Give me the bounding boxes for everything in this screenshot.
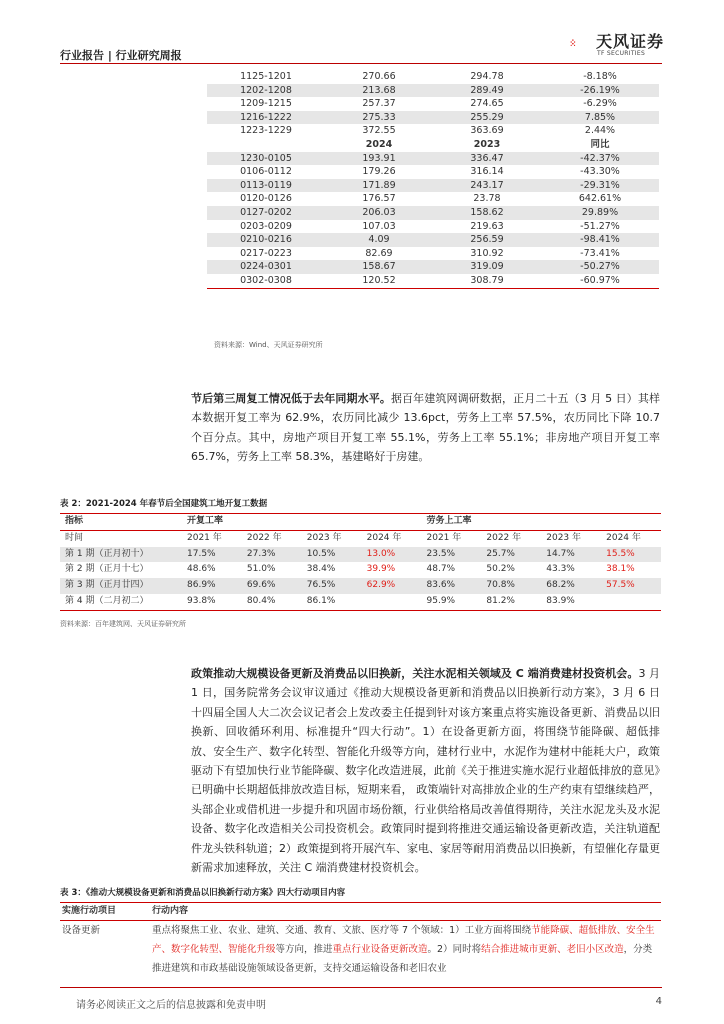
table-cell: 13.0% — [362, 547, 422, 563]
table-row — [207, 274, 659, 288]
table-cell: 23.78 — [473, 193, 501, 205]
table-cell: -60.97% — [541, 274, 659, 288]
body-text: 。2）同时将 — [427, 944, 482, 955]
table-cell: 0106-0112 — [240, 166, 292, 178]
table-cell: 68.2% — [541, 578, 601, 594]
table-cell: 255.29 — [433, 111, 541, 125]
table-cell: 363.69 — [470, 125, 504, 137]
table-cell: 48.7% — [426, 564, 456, 575]
table-cell: 336.47 — [433, 152, 541, 166]
table-cell: 10.5% — [302, 547, 362, 563]
table-cell: 294.78 — [470, 71, 504, 82]
table-cell: 76.5% — [302, 578, 362, 594]
table-cell: -6.29% — [583, 98, 617, 110]
table-cell: 7.85% — [541, 111, 659, 125]
table2-source: 资料来源：百年建筑网、天风证券研究所 — [60, 620, 186, 628]
table-header-cell: 2023 年 — [546, 532, 582, 543]
table-cell: 274.65 — [470, 98, 504, 110]
table-cell: 第 4 期（二月初二） — [60, 594, 182, 610]
table-cell: 0217-0223 — [240, 247, 292, 259]
header-rule — [60, 63, 662, 64]
table-cell: 0302-0308 — [207, 274, 325, 288]
table-cell: 43.3% — [546, 564, 575, 575]
table-row — [207, 70, 659, 84]
table-cell: 213.68 — [325, 84, 433, 98]
table-cell: 0210-0216 — [207, 233, 325, 247]
table-cell: -98.41% — [541, 233, 659, 247]
table-cell: 257.37 — [362, 98, 396, 110]
table-cell: -42.37% — [541, 152, 659, 166]
table-cell: 0203-0209 — [240, 220, 292, 232]
construction-resumption-table — [60, 513, 661, 611]
table-row — [207, 192, 659, 206]
table-cell: 86.9% — [182, 578, 242, 594]
table-cell: 15.5% — [601, 547, 661, 563]
table-cell: 62.9% — [362, 578, 422, 594]
table-header-row: 实施行动项目 行动内容 — [60, 903, 661, 921]
table3-caption: 表 3：《推动大规模设备更新和消费品以旧换新行动方案》四大行动项目内容 — [60, 888, 346, 898]
table-cell: 206.03 — [325, 206, 433, 220]
table-cell: 50.2% — [486, 564, 515, 575]
table-cell: 第 1 期（正月初十） — [60, 547, 182, 563]
table-cell: 158.62 — [433, 206, 541, 220]
table-cell: 48.6% — [187, 564, 216, 575]
table-row — [207, 179, 659, 193]
table-cell: -51.27% — [580, 220, 620, 232]
table-cell: 642.61% — [578, 193, 622, 205]
table-cell: 69.6% — [242, 578, 302, 594]
table-cell: 95.9% — [422, 594, 482, 610]
row-label: 设备更新 — [62, 925, 101, 936]
table-cell: 第 3 期（正月廿四） — [60, 578, 182, 594]
table-subheader-row — [60, 530, 661, 546]
table-cell: 270.66 — [362, 71, 396, 82]
table-cell: 17.5% — [182, 547, 242, 563]
table-cell: -50.27% — [541, 260, 659, 274]
table-cell: 1223-1229 — [240, 125, 292, 137]
table-row — [207, 206, 659, 220]
table-cell: -26.19% — [541, 84, 659, 98]
table-cell: -8.18% — [583, 71, 617, 82]
table-cell: 1202-1208 — [207, 84, 325, 98]
table-cell: 57.5% — [601, 578, 661, 594]
table-cell: 372.55 — [362, 125, 396, 137]
table-cell: 0113-0119 — [207, 179, 325, 193]
page-number: 4 — [655, 996, 662, 1007]
four-actions-table — [60, 902, 661, 978]
table-cell: -43.30% — [580, 166, 620, 178]
table-header-cell: 2022 年 — [486, 532, 522, 543]
disclaimer-footer: 请务必阅读正文之后的信息披露和免责申明 — [76, 1000, 266, 1011]
table-cell: 39.9% — [366, 564, 396, 575]
table2-caption: 表 2：2021-2024 年春节后全国建筑工地开复工数据 — [60, 499, 268, 509]
table-row — [207, 152, 659, 166]
table-cell: 243.17 — [433, 179, 541, 193]
table-header-cell: 2023 年 — [306, 532, 342, 543]
table-cell: 1216-1222 — [207, 111, 325, 125]
paragraph-lead: 政策推动大规模设备更新及消费品以旧换新，关注水泥相关领域及 C 端消费建材投资机会。 — [191, 667, 639, 680]
table-cell: 93.8% — [182, 594, 242, 610]
highlighted-text: 结合推进城市更新、老旧小区改造 — [481, 944, 624, 955]
table-cell: 51.0% — [246, 564, 276, 575]
table-cell: 275.33 — [325, 111, 433, 125]
table-header-row: 指标 开复工率 劳务上工率 — [60, 514, 661, 531]
paragraph-policy — [191, 664, 660, 877]
table-cell: 29.89% — [541, 206, 659, 220]
paragraph-body: 据百年建筑网调研数据，正月二十五（3 月 5 日）其样本数据开复工率为 62.9%，农历同比减少 13.6pct，劳务上工率 57.5%，农历同比下降 10.7 个百分点。其中，房地产项目开复工率 55.1%，劳务上工率 55.1%；非房地产项目开复工率 65.7%，劳务上工率 58.3%，基建略好于房建。 — [191, 392, 660, 464]
table-header-cell: 2024 年 — [366, 532, 402, 543]
table-header-cell: 时间 — [65, 532, 84, 543]
body-text: ，分类推进建筑和市政基础设施领域设备更新，支持交通运输设备和老旧农业 — [152, 944, 653, 974]
table-cell: 171.89 — [325, 179, 433, 193]
table-cell: 80.4% — [242, 594, 302, 610]
table-row — [207, 84, 659, 98]
table-cell: 0224-0301 — [207, 260, 325, 274]
table-cell: 0120-0126 — [240, 193, 292, 205]
table-cell: -73.41% — [580, 247, 620, 259]
table-cell — [362, 594, 422, 610]
table-cell: 83.6% — [422, 578, 482, 594]
table-cell: 14.7% — [541, 547, 601, 563]
table-cell: 107.03 — [362, 220, 396, 232]
table-row — [60, 578, 661, 594]
table-cell: 256.59 — [433, 233, 541, 247]
table-cell: 70.8% — [481, 578, 541, 594]
paragraph-lead: 节后第三周复工情况低于去年同期水平。 — [191, 392, 391, 405]
table-cell: 316.14 — [470, 166, 504, 178]
table-row — [207, 124, 659, 138]
table-header-cell: 2021 年 — [187, 532, 222, 543]
table-row — [207, 233, 659, 247]
report-header: 行业报告 | 行业研究周报 — [60, 49, 182, 62]
table-row — [207, 247, 659, 261]
table-cell: 179.26 — [362, 166, 396, 178]
table-cell: 176.57 — [362, 193, 396, 205]
table-cell: 219.63 — [470, 220, 504, 232]
body-text: 等方向，推进 — [275, 944, 333, 955]
logo-subtitle: TF SECURITIES — [597, 50, 646, 57]
table-row — [60, 594, 661, 610]
table-cell: 1125-1201 — [240, 71, 292, 82]
table-cell: 319.09 — [433, 260, 541, 274]
table-row — [60, 562, 661, 578]
table-cell: 第 2 期（正月十七） — [65, 564, 149, 575]
table-cell: 289.49 — [433, 84, 541, 98]
table-cell: 193.91 — [325, 152, 433, 166]
body-text: 重点将聚焦工业、农业、建筑、交通、教育、文旅、医疗等 7 个领域：1）工业方面将围绕 — [152, 925, 532, 936]
weekly-data-table — [207, 70, 659, 289]
table-row — [207, 165, 659, 179]
table-cell: 120.52 — [325, 274, 433, 288]
table-cell: 83.9% — [541, 594, 601, 610]
table-header-cell: 2021 年 — [426, 532, 462, 543]
table-cell: 310.92 — [470, 247, 504, 259]
row-content — [150, 921, 661, 979]
table-row — [207, 111, 659, 125]
highlighted-text: 重点行业设备更新改造 — [332, 944, 428, 955]
footer-rule — [60, 987, 662, 988]
paragraph-resumption — [191, 389, 660, 467]
table-cell: 27.3% — [242, 547, 302, 563]
table-header-cell: 2024 年 — [606, 532, 641, 543]
table-row — [207, 97, 659, 111]
table-cell: 23.5% — [422, 547, 482, 563]
table-cell: 38.1% — [606, 564, 635, 575]
table-cell: 82.69 — [365, 247, 393, 259]
table-cell: 4.09 — [325, 233, 433, 247]
table-cell: 158.67 — [325, 260, 433, 274]
table1-source: 资料来源：Wind、天风证券研究所 — [214, 341, 323, 349]
highlighted-text: 节能降碳、超低排放、安全生产、数字化转型、智能化升级 — [152, 925, 655, 955]
table-cell: 0127-0202 — [207, 206, 325, 220]
table-cell: 308.79 — [433, 274, 541, 288]
table-cell: 1230-0105 — [207, 152, 325, 166]
paragraph-body: 3 月 1 日，国务院常务会议审议通过《推动大规模设备更新和消费品以旧换新行动方案》，3 月 6 日十四届全国人大二次会议记者会上发改委主任提到针对该方案重点将实施设备更新、消费品以旧换新、回收循环利用、标准提升“四大行动”。1）在设备更新方面，将围绕节能降碳、超低排放、安全生产、数字化转型、智能化升级等方向，建材行业中，水泥作为建材中能耗大户，政策驱动下有望加快行业节能降碳、数字化改造进展，此前《关于推进实施水泥行业超低排放的意见》已明确中长期超低排放改造目标，短期来看， 政策端针对高排放企业的生产约束有望继续趋严，头部企业或借机进一步提升和巩固市场份额，行业供给格局改善值得期待，关注水泥龙头及水泥设备、数字化改造相关公司投资机会。政策同时提到将推进交通运输设备更新改造，关注轨道配件龙头铁科轨道；2）政策提到将开展汽车、家电、家居等耐用消费品以旧换新，有望催化存量更新需求加速释放，关注 C 端消费建材投资机会。 — [191, 667, 660, 875]
tf-securities-logo-icon — [570, 28, 594, 58]
table-row — [207, 220, 659, 234]
table-cell: 86.1% — [302, 594, 362, 610]
table-cell: 1209-1215 — [240, 98, 292, 110]
table-row — [60, 921, 661, 979]
table-cell: -29.31% — [541, 179, 659, 193]
table-cell — [601, 594, 661, 610]
table-row — [60, 547, 661, 563]
table-header-cell: 2022 年 — [246, 532, 282, 543]
table-cell: 38.4% — [306, 564, 336, 575]
table-cell: 25.7% — [481, 547, 541, 563]
table-row — [207, 260, 659, 274]
table-header-row: 2024 2023 同比 — [365, 138, 610, 150]
logo-name: 天风证券 — [596, 32, 665, 51]
table-cell: 81.2% — [481, 594, 541, 610]
table-cell: 2.44% — [584, 125, 616, 137]
